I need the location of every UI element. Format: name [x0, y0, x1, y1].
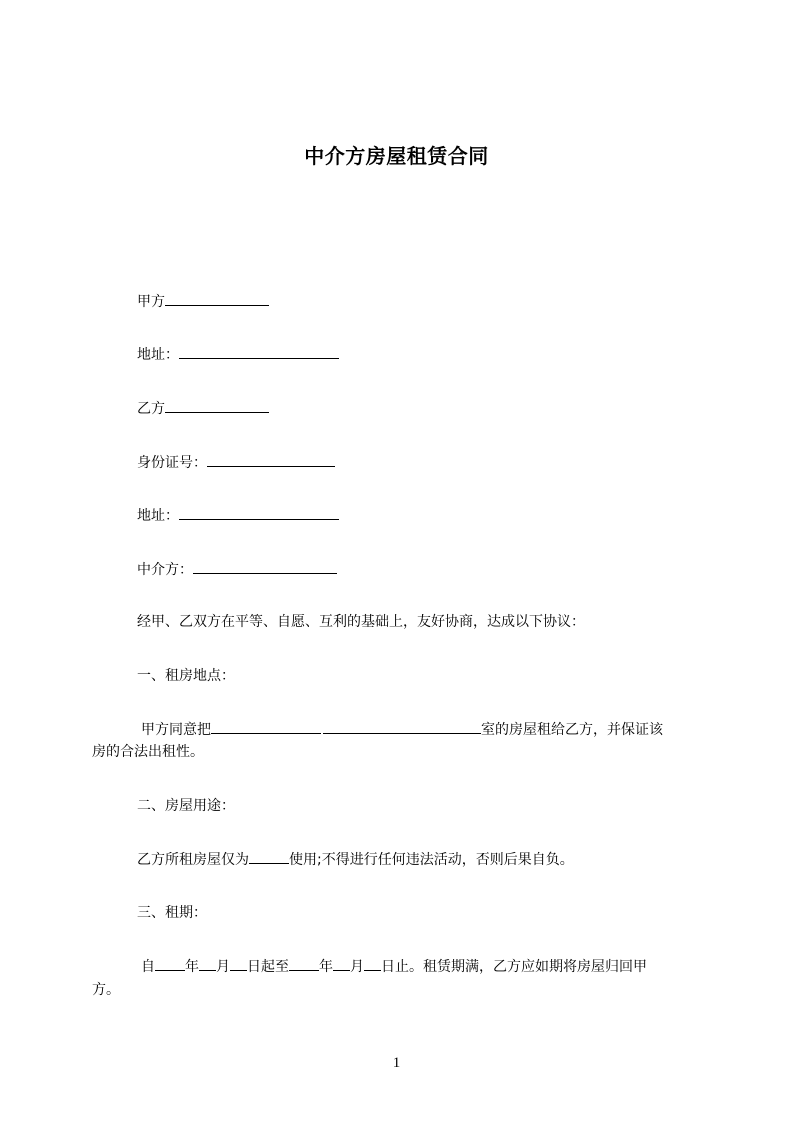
document-title: 中介方房屋租赁合同	[304, 144, 489, 168]
party-a-address-label: 地址：	[137, 347, 179, 363]
preamble-paragraph: 经甲、乙双方在平等、自愿、互利的基础上，友好协商，达成以下协议：	[137, 614, 585, 630]
section3-day-start: 日起至	[247, 959, 289, 975]
party-a-address-line	[137, 344, 339, 365]
section1-line-1	[141, 719, 663, 740]
end-month-blank	[333, 956, 350, 971]
id-number-blank	[207, 452, 335, 467]
agent-line	[137, 559, 337, 580]
id-number-label: 身份证号：	[137, 455, 207, 471]
section3-from: 自	[141, 959, 155, 975]
id-number-line	[137, 452, 335, 473]
party-b-address-blank	[179, 505, 339, 520]
agent-blank	[193, 559, 337, 574]
section3-line-2: 方。	[92, 982, 120, 998]
end-year-blank	[289, 956, 319, 971]
agent-label: 中介方：	[137, 562, 193, 578]
section3-month: 月	[216, 959, 230, 975]
section3-year-2: 年	[319, 959, 333, 975]
section3-month-2: 月	[350, 959, 364, 975]
start-month-blank	[199, 956, 216, 971]
party-a-blank	[165, 291, 269, 306]
party-a-line	[137, 291, 269, 312]
section3-heading: 三、租期：	[137, 905, 207, 921]
party-b-address-label: 地址：	[137, 508, 179, 524]
party-b-address-line	[137, 505, 339, 526]
section1-blank-2	[323, 719, 481, 734]
start-day-blank	[230, 956, 247, 971]
party-b-blank	[165, 398, 269, 413]
end-day-blank	[364, 956, 381, 971]
party-a-label: 甲方	[137, 294, 165, 310]
section2-text-b: 使用;不得进行任何违法活动，否则后果自负。	[289, 852, 574, 868]
section1-text-a: 甲方同意把	[141, 722, 211, 738]
start-year-blank	[155, 956, 185, 971]
section1-text-b: 室的房屋租给乙方，并保证该	[481, 722, 663, 738]
section1-heading: 一、租房地点：	[137, 668, 235, 684]
section2-text-a: 乙方所租房屋仅为	[137, 852, 249, 868]
party-b-line	[137, 398, 269, 419]
page-number: 1	[392, 1055, 401, 1071]
section3-year: 年	[185, 959, 199, 975]
section2-line	[137, 849, 574, 870]
party-b-label: 乙方	[137, 401, 165, 417]
section1-line-2: 房的合法出租性。	[92, 744, 204, 760]
section2-usage-blank	[249, 849, 289, 864]
section3-line-1	[141, 956, 647, 977]
section1-blank-1	[211, 719, 321, 734]
section3-day-end: 日止。租赁期满，乙方应如期将房屋归回甲	[381, 959, 647, 975]
party-a-address-blank	[179, 344, 339, 359]
section2-heading: 二、房屋用途：	[137, 798, 235, 814]
